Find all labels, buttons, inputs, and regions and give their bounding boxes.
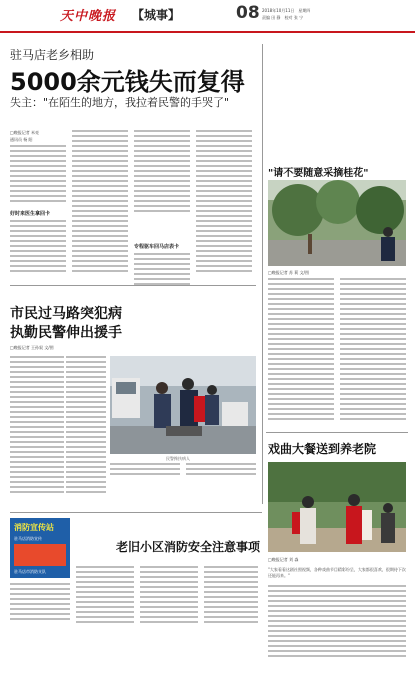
fire-ad-image — [14, 544, 66, 566]
column-divider — [262, 44, 263, 504]
fire-col-3-text — [140, 566, 198, 626]
fire-col-1-text — [10, 583, 70, 623]
elder-photo-image — [268, 462, 406, 552]
masthead-rule — [0, 31, 415, 33]
fire-ad — [10, 518, 70, 578]
elder-quote: "大家看看这剧社照视频，各种戏曲节目精彩纷呈，大家都很喜欢，很期待下次还能再来。" — [268, 567, 406, 578]
elder-byline: □晚报记者 刘 淼 — [268, 557, 299, 562]
osmanthus-byline: □晚报记者 苏 莉 文/图 — [268, 270, 309, 275]
osmanthus-col-2-text — [340, 278, 406, 423]
police-photo-image — [110, 356, 256, 454]
main-kicker: 驻马店老乡相助 — [10, 48, 95, 62]
police-photo-caption: 民警搀扶病人 — [166, 456, 190, 461]
elder-text — [268, 585, 406, 660]
main-inner-subhead-2: 专程驱车回马店表卡 — [134, 244, 180, 250]
editors-line: 责编 田 静 校对 张 宁 — [262, 15, 304, 20]
page-number: 08 — [236, 3, 260, 23]
elder-divider — [266, 432, 408, 433]
main-byline-2: 通讯员 杨 阳 — [10, 137, 33, 142]
main-col-3-text-b — [134, 253, 190, 288]
fire-ad-subtitle: 驻马店消防宣传 — [14, 536, 42, 541]
police-photo — [110, 356, 256, 454]
osmanthus-photo-image — [268, 180, 406, 266]
main-col-3-text — [134, 130, 190, 215]
main-col-2-text — [72, 130, 128, 275]
horizontal-divider — [10, 285, 256, 286]
police-col-1-text — [10, 356, 64, 496]
osmanthus-col-1-text — [268, 278, 334, 423]
fire-col-2-text — [76, 566, 134, 626]
fire-ad-title: 消防宣传站 — [14, 523, 54, 532]
elder-photo — [268, 462, 406, 552]
fire-headline: 老旧小区消防安全注意事项 — [116, 540, 261, 554]
main-col-1-text-b — [10, 220, 66, 275]
police-headline-1: 市民过马路突犯病 — [10, 306, 122, 322]
main-subhead: 失主："在陌生的地方，我拉着民警的手哭了" — [10, 96, 230, 109]
main-inner-subhead: 好时来医生拿回卡 — [10, 211, 51, 217]
paper-name: 天中晚报 — [60, 9, 117, 24]
masthead — [0, 0, 415, 34]
main-col-1-text — [10, 145, 66, 205]
police-col-2-text — [66, 356, 106, 496]
section-title: 【城事】 — [132, 8, 181, 22]
fire-divider — [10, 512, 262, 513]
police-col-4-text — [186, 463, 256, 478]
main-col-4-text — [196, 130, 252, 275]
osmanthus-headline: "请不要随意采摘桂花" — [268, 168, 369, 179]
issue-date: 2018年10月11日 星期四 — [262, 8, 311, 13]
fire-ad-org: 驻马店市消防支队 — [14, 569, 46, 574]
osmanthus-photo — [268, 180, 406, 266]
police-col-3-text — [110, 463, 180, 478]
elder-headline: 戏曲大餐送到养老院 — [268, 442, 377, 456]
police-headline-2: 执勤民警伸出援手 — [10, 325, 122, 341]
fire-col-4-text — [204, 566, 258, 626]
police-byline: □晚报记者 王孙叙 文/图 — [10, 345, 54, 350]
main-headline: 5000余元钱失而复得 — [10, 68, 245, 96]
main-byline: □晚报记者 米亮 — [10, 130, 40, 135]
